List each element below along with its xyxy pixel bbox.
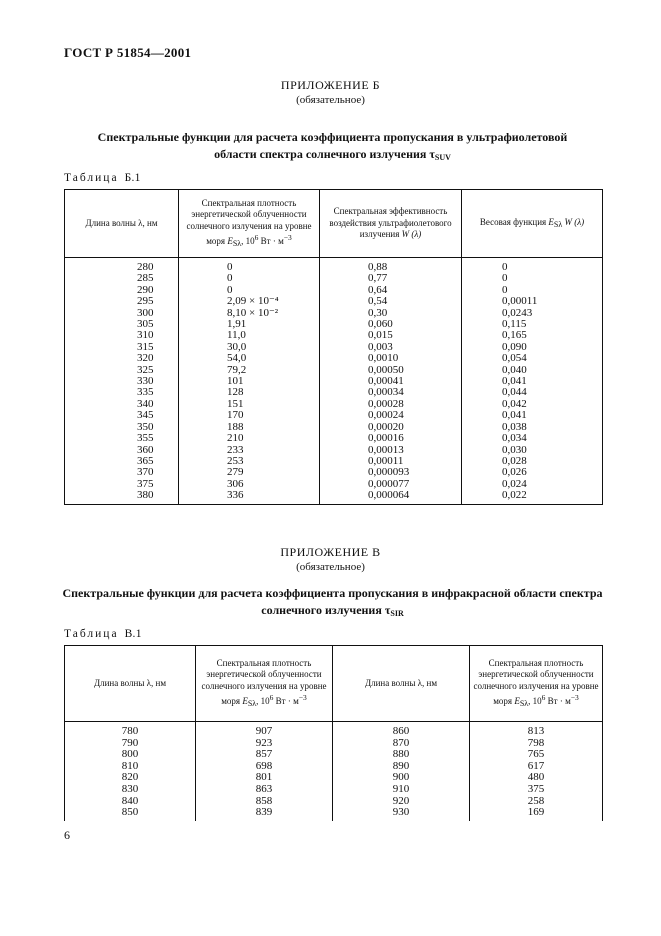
table-b1-cell: 0 [179,273,320,284]
table-v1-header-irradiance-1: Спектральная плотность энергетической облученности солнечного излучения на уровне моря ESλ, $10^6$ Вт · $м^{-3}$ [196,646,333,722]
table-b1-cell: 0,022 [462,490,603,504]
table-b1-cell: 101 [179,376,320,387]
table-v1-row [65,784,603,796]
table-b1-cell: 375 [65,479,179,490]
table-v1-cell: 830 [65,784,196,796]
table-b1-cell: 8,10 × 10⁻² [179,308,320,319]
table-b1-cell: 345 [65,410,179,421]
table-v1-cell: 800 [65,749,196,761]
table-b1-cell: 128 [179,387,320,398]
table-b1-cell: 1,91 [179,319,320,330]
table-b1-cell: 151 [179,399,320,410]
table-b1-cell: 380 [65,490,179,504]
table-v1-cell: 839 [196,807,333,821]
table-v1-header-irradiance-2: Спектральная плотность энергетической облученности солнечного излучения на уровне моря ESλ, $10^6$ Вт · $м^{-3}$ [470,646,603,722]
table-v1-cell: 258 [470,796,603,808]
table-v1-cell: 780 [65,722,196,738]
table-b1-cell: 315 [65,342,179,353]
table-b1-cell: 325 [65,365,179,376]
table-b1 [64,189,603,505]
table-b1-cell: 0 [179,285,320,296]
table-b1-cell: 305 [65,319,179,330]
table-b1-cell: 0,00050 [320,365,462,376]
table-b1-cell: 0,0243 [462,308,603,319]
table-b1-cell: 0,00041 [320,376,462,387]
table-v1-cell: 870 [333,738,470,750]
annex-v-heading-symbol: $\tau_{SIR}$ [384,603,404,618]
table-b1-cell: 0,015 [320,330,462,341]
table-b1-cell: 0,000093 [320,467,462,478]
table-b1-cell: 188 [179,422,320,433]
table-b1-cell: 280 [65,258,179,274]
table-b1-cell: 0,024 [462,479,603,490]
table-v1-cell: 907 [196,722,333,738]
table-b1-header-irradiance: Спектральная плотность энергетической облученности солнечного излучения на уровне моря ESλ, $10^6$ Вт · $м^{-3}$ [179,190,320,258]
table-b1-header-uv-efficiency: Спектральная эффективность воздействия ультрафиолетового излучения W (λ) [320,190,462,258]
table-v1-row [65,738,603,750]
table-v1-cell: 480 [470,772,603,784]
table-v1-row [65,796,603,808]
table-b1-cell: 336 [179,490,320,504]
table-v1-cell: 798 [470,738,603,750]
table-v1-cell: 858 [196,796,333,808]
table-b1-row [65,433,603,444]
table-b1-row [65,296,603,307]
table-v1-cell: 810 [65,761,196,773]
table-b1-cell: 0,034 [462,433,603,444]
table-b1-cell: 340 [65,399,179,410]
table-b1-cell: 290 [65,285,179,296]
table-v1-cell: 880 [333,749,470,761]
annex-b-heading-line2: области спектра солнечного излучения [214,147,427,161]
table-b1-cell: 0,00011 [462,296,603,307]
table-b1-cell: 79,2 [179,365,320,376]
table-b1-cell: 0,77 [320,273,462,284]
table-b1-cell: 0,038 [462,422,603,433]
table-v1-cell: 920 [333,796,470,808]
table-b1-cell: 0,54 [320,296,462,307]
table-b1-caption: Таблица Б.1 [64,172,141,184]
table-b1-cell: 335 [65,387,179,398]
table-v1-cell: 765 [470,749,603,761]
table-v1-cell: 857 [196,749,333,761]
table-v1-cell: 813 [470,722,603,738]
table-b1-cell: 306 [179,479,320,490]
table-b1-cell: 0,165 [462,330,603,341]
table-b1-cell: 0,64 [320,285,462,296]
table-b1-cell: 0,00011 [320,456,462,467]
table-b1-row [65,467,603,478]
table-v1-cell: 900 [333,772,470,784]
table-b1-row [65,258,603,274]
table-b1-cell: 0,00013 [320,445,462,456]
table-b1-cell: 0 [179,258,320,274]
document-header: ГОСТ Р 51854—2001 [64,45,192,60]
annex-v-status: (обязательное) [296,561,365,573]
table-b1-cell: 0,00024 [320,410,462,421]
table-v1-cell: 617 [470,761,603,773]
table-b1-row [65,410,603,421]
table-b1-cell: 350 [65,422,179,433]
table-b1-cell: 0,040 [462,365,603,376]
annex-b-heading-line1: Спектральные функции для расчета коэффициента пропускания в ультрафиолетовой [97,130,568,144]
table-v1-row [65,772,603,784]
table-b1-cell: 365 [65,456,179,467]
annex-v-heading [55,585,610,622]
table-v1-row [65,807,603,821]
table-v1-header-wavelength-2: Длина волны λ, нм [333,646,470,722]
table-b1-cell: 0,88 [320,258,462,274]
table-b1-cell: 0,054 [462,353,603,364]
table-b1-cell: 0,003 [320,342,462,353]
table-v1-row [65,761,603,773]
table-v1-row [65,722,603,738]
table-b1-cell: 300 [65,308,179,319]
annex-b-status: (обязательное) [296,94,365,106]
table-b1-cell: 0,042 [462,399,603,410]
table-b1-row [65,353,603,364]
annex-b-heading [60,129,605,166]
table-b1-cell: 0,000064 [320,490,462,504]
table-b1-cell: 310 [65,330,179,341]
table-b1-cell: 0 [462,273,603,284]
table-v1-cell: 375 [470,784,603,796]
table-b1-cell: 30,0 [179,342,320,353]
table-v1-cell: 860 [333,722,470,738]
table-b1-cell: 0,028 [462,456,603,467]
table-b1-cell: 0,00016 [320,433,462,444]
annex-v-heading-line2: солнечного излучения [261,603,382,617]
table-b1-cell: 360 [65,445,179,456]
table-v1-cell: 801 [196,772,333,784]
table-b1-header-weight-function: Весовая функция ESλ W (λ) [462,190,603,258]
table-v1 [64,645,603,821]
table-b1-cell: 285 [65,273,179,284]
annex-b-title: ПРИЛОЖЕНИЕ Б [280,78,381,92]
table-b1-cell: 0,115 [462,319,603,330]
table-v1-cell: 169 [470,807,603,821]
table-b1-cell: 279 [179,467,320,478]
table-b1-cell: 0,041 [462,376,603,387]
table-v1-cell: 930 [333,807,470,821]
table-b1-cell: 330 [65,376,179,387]
table-b1-cell: 11,0 [179,330,320,341]
table-v1-cell: 923 [196,738,333,750]
table-v1-cell: 840 [65,796,196,808]
table-b1-header-wavelength: Длина волны λ, нм [65,190,179,258]
table-v1-cell: 790 [65,738,196,750]
table-v1-cell: 850 [65,807,196,821]
table-v1-cell: 890 [333,761,470,773]
table-b1-cell: 0,026 [462,467,603,478]
table-b1-cell: 320 [65,353,179,364]
table-b1-cell: 0,00028 [320,399,462,410]
table-b1-cell: 0,0010 [320,353,462,364]
table-b1-cell: 0,090 [462,342,603,353]
table-v1-cell: 863 [196,784,333,796]
table-b1-cell: 0,000077 [320,479,462,490]
table-b1-cell: 210 [179,433,320,444]
table-b1-row [65,490,603,504]
table-v1-row [65,749,603,761]
table-v1-cell: 820 [65,772,196,784]
table-b1-cell: 0 [462,258,603,274]
annex-b-heading-symbol: $\tau_{SUV}$ [429,147,451,162]
table-v1-cell: 698 [196,761,333,773]
table-b1-cell: 370 [65,467,179,478]
annex-v-title: ПРИЛОЖЕНИЕ В [280,545,381,559]
table-b1-cell: 253 [179,456,320,467]
table-v1-body [65,722,603,821]
table-b1-cell: 0,030 [462,445,603,456]
table-b1-cell: 0,060 [320,319,462,330]
table-b1-cell: 355 [65,433,179,444]
table-b1-body [65,258,603,505]
table-b1-cell: 2,09 × 10⁻⁴ [179,296,320,307]
table-b1-cell: 54,0 [179,353,320,364]
table-b1-cell: 170 [179,410,320,421]
table-v1-caption: Таблица В.1 [64,628,142,640]
page-number: 6 [64,828,70,842]
table-b1-cell: 0,044 [462,387,603,398]
table-b1-cell: 0,00020 [320,422,462,433]
table-b1-cell: 233 [179,445,320,456]
table-b1-cell: 295 [65,296,179,307]
table-b1-cell: 0,041 [462,410,603,421]
table-b1-cell: 0,00034 [320,387,462,398]
table-b1-cell: 0 [462,285,603,296]
annex-v-heading-line1: Спектральные функции для расчета коэффициента пропускания в инфракрасной области спектра [62,586,603,600]
table-v1-header-wavelength-1: Длина волны λ, нм [65,646,196,722]
table-b1-cell: 0,30 [320,308,462,319]
table-v1-cell: 910 [333,784,470,796]
